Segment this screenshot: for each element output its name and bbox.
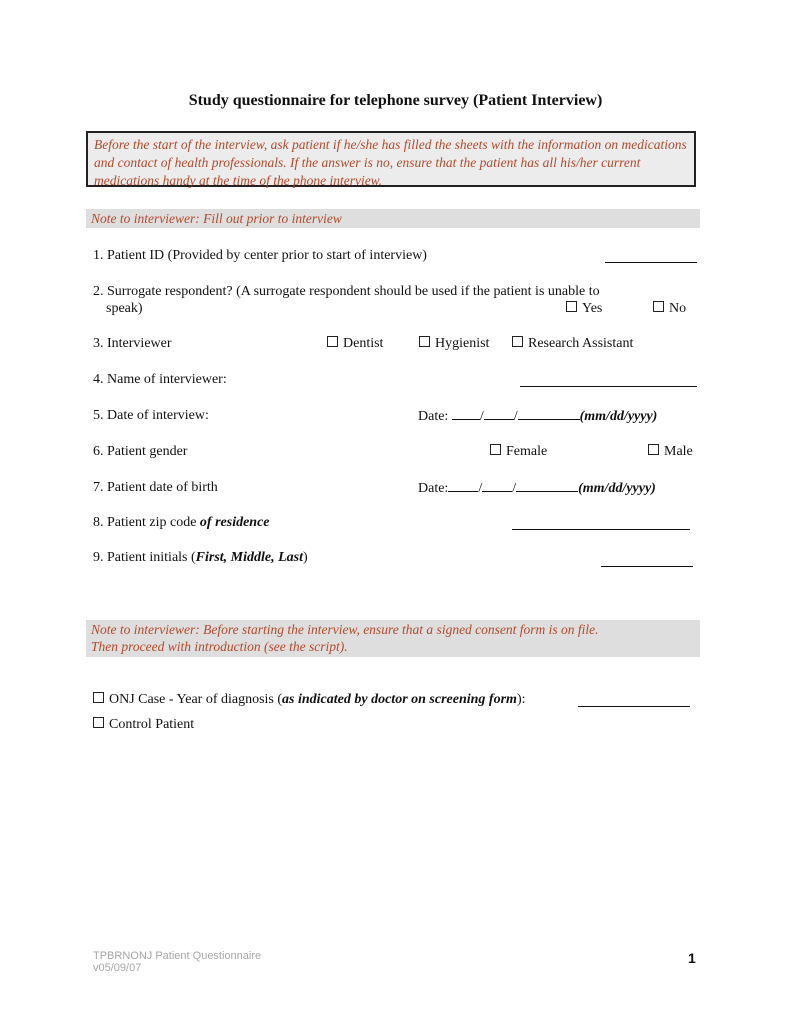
date-year-blank[interactable] xyxy=(516,479,578,492)
option-surrogate-no[interactable]: No xyxy=(653,300,686,317)
checkbox-icon[interactable] xyxy=(93,692,104,703)
interviewer-note-consent: Note to interviewer: Before starting the interview, ensure that a signed consent form is on file. Then proceed with introduction (see the script). xyxy=(86,620,700,657)
initials-field[interactable] xyxy=(601,566,693,567)
date-label: Date: xyxy=(418,481,449,496)
interviewer-note-prefill: Note to interviewer: Fill out prior to interview xyxy=(86,209,700,228)
diagnosis-year-field[interactable] xyxy=(578,706,690,707)
checkbox-icon[interactable] xyxy=(512,336,523,347)
checkbox-icon[interactable] xyxy=(648,444,659,455)
checkbox-icon[interactable] xyxy=(327,336,338,347)
page-number: 1 xyxy=(688,950,696,966)
checkbox-icon[interactable] xyxy=(419,336,430,347)
date-separator: / xyxy=(479,409,484,424)
date-format-hint: (mm/dd/yyyy) xyxy=(579,409,658,424)
option-surrogate-yes[interactable]: Yes xyxy=(566,300,602,317)
option-dentist[interactable]: Dentist xyxy=(327,335,383,352)
checkbox-icon[interactable] xyxy=(93,717,104,728)
intro-instructions-box: Before the start of the interview, ask patient if he/she has filled the sheets with the information on medications and contact of health professionals. If the answer is no, ensure that the patient has all his/her current medications handy at the time of the phone interview. xyxy=(86,131,696,187)
date-month-blank[interactable] xyxy=(452,407,480,420)
date-format-hint: (mm/dd/yyyy) xyxy=(578,481,656,496)
interview-date-field[interactable] xyxy=(418,407,657,425)
question-interviewer-name: 4. Name of interviewer: xyxy=(93,372,227,387)
option-control-patient[interactable]: Control Patient xyxy=(93,716,194,733)
interviewer-name-field[interactable] xyxy=(520,386,697,387)
question-interview-date: 5. Date of interview: xyxy=(93,408,209,423)
date-separator: / xyxy=(513,409,518,424)
checkbox-icon[interactable] xyxy=(490,444,501,455)
patient-id-field[interactable] xyxy=(605,262,697,263)
checkbox-icon[interactable] xyxy=(653,301,664,312)
date-day-blank[interactable] xyxy=(484,407,514,420)
birth-date-field[interactable] xyxy=(418,479,656,497)
date-separator: / xyxy=(512,481,517,496)
date-label: Date: xyxy=(418,409,449,424)
date-day-blank[interactable] xyxy=(482,479,512,492)
date-month-blank[interactable] xyxy=(448,479,478,492)
question-initials: 9. Patient initials (First, Middle, Last) xyxy=(93,550,308,565)
option-hygienist[interactable]: Hygienist xyxy=(419,335,489,352)
question-patient-id: 1. Patient ID (Provided by center prior to start of interview) xyxy=(93,248,427,263)
question-interviewer: 3. Interviewer xyxy=(93,336,172,351)
question-zip-code: 8. Patient zip code of residence xyxy=(93,515,270,530)
option-research-assistant[interactable]: Research Assistant xyxy=(512,335,633,352)
option-female[interactable]: Female xyxy=(490,443,547,460)
option-onj-case[interactable]: ONJ Case - Year of diagnosis (as indicated by doctor on screening form): xyxy=(93,691,526,708)
footer-document-id: TPBRNONJ Patient Questionnaire v05/09/07 xyxy=(93,950,262,974)
date-year-blank[interactable] xyxy=(518,407,580,420)
option-male[interactable]: Male xyxy=(648,443,693,460)
question-birth-date: 7. Patient date of birth xyxy=(93,480,218,495)
page-title: Study questionnaire for telephone survey (Patient Interview) xyxy=(188,92,603,109)
question-surrogate: 2. Surrogate respondent? (A surrogate respondent should be used if the patient is unable to xyxy=(93,284,600,299)
question-surrogate-cont: speak) xyxy=(106,301,143,316)
checkbox-icon[interactable] xyxy=(566,301,577,312)
date-separator: / xyxy=(478,481,483,496)
question-gender: 6. Patient gender xyxy=(93,444,188,459)
zip-code-field[interactable] xyxy=(512,529,690,530)
